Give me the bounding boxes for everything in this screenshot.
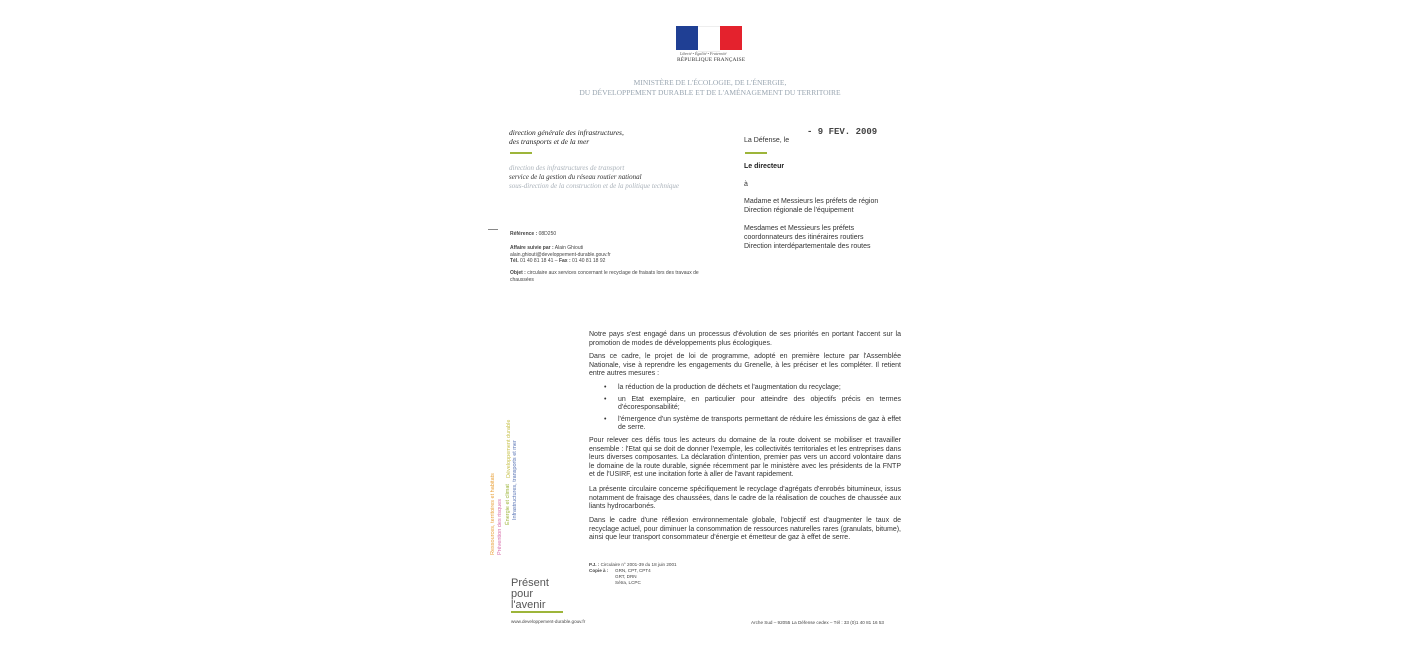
reference-label: Référence : <box>510 231 538 237</box>
recipient-1 <box>744 197 878 215</box>
republic-motto: Liberté • Égalité • Fraternité <box>680 51 727 56</box>
fax-label: Fax : <box>558 258 571 264</box>
list-item: • l'émergence d'un système de transports permettant de réduire les émissions de gaz à effet de serre. <box>604 415 901 432</box>
followed-label: Affaire suivie par : <box>510 245 554 251</box>
ministry-line-1: MINISTÈRE DE L'ÉCOLOGIE, DE L'ÉNERGIE, <box>633 78 787 87</box>
copy-line: GRN, CPT, CPT4 <box>615 568 651 573</box>
tel-value: 01 40 81 18 41 <box>520 258 554 264</box>
object-block <box>510 270 705 283</box>
list-item: • la réduction de la production de déchets et l'augmentation du recyclage; <box>604 384 841 391</box>
measures-list <box>604 384 901 436</box>
theme-risks: Prévention des risques <box>497 499 503 555</box>
reference-value: 08D250 <box>538 231 557 237</box>
recipient-1-line-1: Madame et Messieurs les préfets de région <box>744 198 879 205</box>
signatory-divider <box>745 152 767 154</box>
tagline-line-2: pour <box>511 588 534 600</box>
fold-mark <box>488 229 498 230</box>
copy-label-text: Copie à : <box>589 568 609 573</box>
tagline-line-3: l'avenir <box>511 599 546 611</box>
attachment-label: P.J. : <box>589 562 600 567</box>
paragraph-5: Dans le cadre d'une réflexion environnementale globale, l'objectif est d'augmenter le taux de recyclage actuel, pour diminuer la consommation de ressources naturelles rares (granulats, bitume), ainsi que leur transport consommateur d'énergie et émetteur de gaz à effet de serre. <box>589 517 901 542</box>
place-label: La Défense, le <box>744 137 790 144</box>
copy-label <box>589 568 608 574</box>
theme-energy: Énergie et climat <box>505 484 511 525</box>
copy-list <box>615 568 651 586</box>
paragraph-4: La présente circulaire concerne spécifiquement le recyclage d'agrégats d'enrobés bitumineux, issus notamment de fraisage des chaussées, dans le cadre de la réalisation de couches de chaussée aux liants hydrocarbonés. <box>589 486 901 511</box>
list-item: • un Etat exemplaire, en particulier pour atteindre des objectifs précis en termes d'écoresponsabilité; <box>604 395 901 412</box>
recipient-2-line-2: coordonnateurs des itinéraires routiers <box>744 234 864 241</box>
recipient-2 <box>744 224 870 251</box>
followed-value: Alain Ghiouti <box>554 245 584 251</box>
attachment-value: Circulaire n° 2001-39 du 18 juin 2001 <box>600 562 677 567</box>
object-value: circulaire aux services concernant le recyclage de fraisats lors des travaux de chaussées <box>510 270 699 283</box>
contact-email: alain.ghiouti@developpement-durable.gouv.fr <box>510 251 611 258</box>
object-label: Objet : <box>510 270 526 276</box>
footer-address: Arche Sud – 92055 La Défense cedex – Tél : 33 (0)1 40 81 16 53 <box>751 620 884 625</box>
paragraph-1: Notre pays s'est engagé dans un processus d'évolution de ses priorités en portant l'accent sur la promotion de modes de développements plus écologiques. <box>589 331 901 347</box>
recipient-1-line-2: Direction régionale de l'équipement <box>744 207 854 214</box>
paragraph-3: Pour relever ces défis tous les acteurs du domaine de la route doivent se mobiliser et travailler ensemble : l'Etat qui se doit de donner l'exemple, les collectivités territoriales et les entreprises dans leurs diverses composantes. La déclaration d'intention, premier pas vers un accord volontaire dans le domaine de la route durable, signée récemment par le ministère avec les présidents de la FNTP et de l'USIRF, est une incitation forte à aller de l'avant rapidement. <box>589 437 901 479</box>
reference <box>510 231 556 238</box>
signatory: Le directeur <box>744 163 785 170</box>
followed-by-block: Affaire suivie par : Alain Ghiouti alain.ghiouti@developpement-durable.gouv.fr Tél. 01 40 81 18 41 – Fax : 01 40 81 18 92 <box>510 245 710 265</box>
theme-resources: Ressources, territoires et habitats <box>490 473 496 555</box>
tagline-line-1: Présent <box>511 577 549 589</box>
list-item-text: la réduction de la production de déchets et l'augmentation du recyclage; <box>618 384 841 391</box>
fax-value: 01 40 81 18 92 <box>572 258 606 264</box>
footer-website[interactable]: www.developpement-durable.gouv.fr <box>511 619 586 624</box>
subdirectorate-line-1: direction des infrastructures de transport <box>509 164 625 172</box>
subdirectorate-line-2: service de la gestion du réseau routier national <box>509 173 642 181</box>
directorate-line-2: des transports et de la mer <box>509 137 590 146</box>
directorate-line-1: direction générale des infrastructures, <box>509 128 624 137</box>
marianne-logo-flag <box>676 26 742 50</box>
ministry-line-2: DU DÉVELOPPEMENT DURABLE ET DE L'AMÉNAGEMENT DU TERRITOIRE <box>579 88 841 97</box>
republic-name: RÉPUBLIQUE FRANÇAISE <box>677 57 746 63</box>
tagline-divider <box>511 611 563 613</box>
date-stamp: - 9 FEV. 2009 <box>807 127 878 137</box>
paragraph-2: Dans ce cadre, le projet de loi de programme, adopté en première lecture par l'Assemblée Nationale, vise à reprendre les engagements du Grenelle, à les préciser et les compléter. Il retient entre autres mesures : <box>589 353 901 378</box>
ministry-title <box>520 78 900 98</box>
directorate-divider <box>510 152 532 154</box>
tagline <box>511 578 549 611</box>
subdirectorate-block <box>509 164 719 191</box>
theme-infrastructures: Infrastructures, transports et mer <box>512 440 518 520</box>
recipient-2-line-3: Direction interdépartementale des routes <box>744 243 871 250</box>
copy-line: GRT, DRN <box>615 574 637 579</box>
tel-label: Tél. <box>510 258 519 264</box>
theme-sustainable: Développement durable <box>506 419 512 478</box>
subdirectorate-line-3: sous-direction de la construction et de la politique technique <box>509 182 680 190</box>
copy-line: Sétra, LCPC <box>615 580 641 585</box>
list-item-text: l'émergence d'un système de transports permettant de réduire les émissions de gaz à effet de serre. <box>618 415 901 432</box>
recipient-2-line-1: Mesdames et Messieurs les préfets <box>744 225 855 232</box>
recipient-prefix: à <box>744 181 748 188</box>
directorate-block <box>509 128 709 146</box>
list-item-text: un Etat exemplaire, en particulier pour atteindre des objectifs précis en termes d'écoresponsabilité; <box>618 395 901 412</box>
